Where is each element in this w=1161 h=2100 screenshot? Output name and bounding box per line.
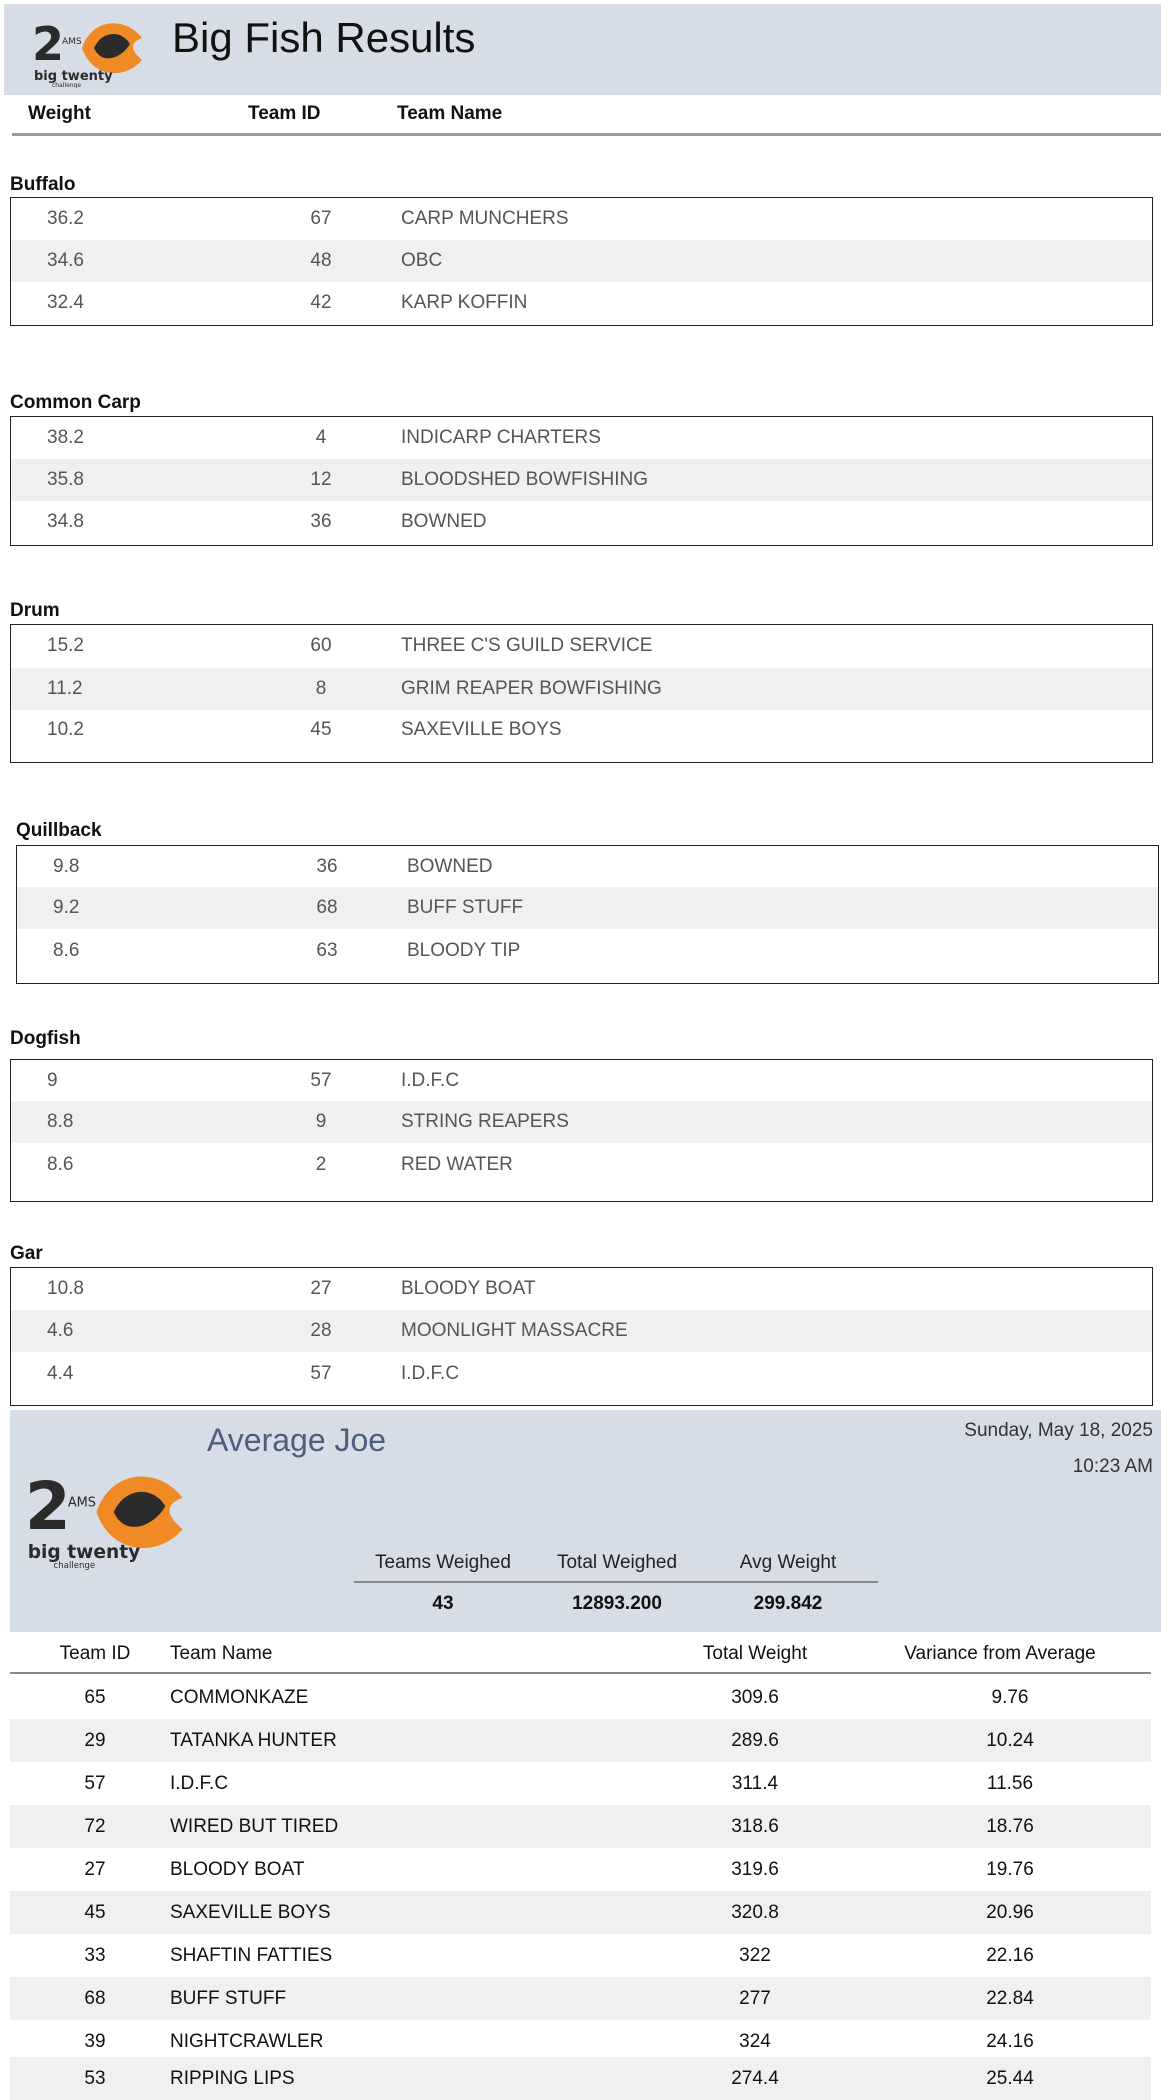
aj-header-total-weight: Total Weight: [702, 1643, 808, 1664]
team-id-cell: 53: [84, 2068, 106, 2089]
table-row: [11, 501, 1152, 543]
team-name-cell: BOWNED: [407, 856, 493, 877]
table-row: [17, 930, 1158, 972]
table-row: [11, 1268, 1152, 1310]
teams-weighed-label: Teams Weighed: [375, 1552, 511, 1573]
weight-cell: 32.4: [47, 292, 84, 313]
team-id-cell: 36: [310, 511, 332, 532]
table-row: [10, 2057, 1151, 2100]
team-id-cell: 68: [316, 897, 338, 918]
table-row: [11, 282, 1152, 324]
team-name-cell: BLOODY TIP: [407, 940, 521, 961]
team-name-cell: COMMONKAZE: [170, 1687, 309, 1708]
big-twenty-logo: [30, 8, 150, 88]
weight-cell: 11.2: [47, 678, 83, 699]
report-time: 10:23 AM: [1072, 1456, 1153, 1477]
section-label-gar: Gar: [10, 1243, 43, 1264]
team-id-cell: 27: [84, 1859, 106, 1880]
team-id-cell: 8: [315, 678, 327, 699]
section-label-drum: Drum: [10, 600, 60, 621]
weight-cell: 10.8: [47, 1278, 84, 1299]
team-id-cell: 65: [84, 1687, 106, 1708]
team-id-cell: 57: [310, 1070, 332, 1091]
team-id-cell: 9: [315, 1111, 327, 1132]
table-row: [11, 1353, 1152, 1395]
team-id-cell: 4: [315, 427, 327, 448]
logo-challenge: challenge: [53, 1560, 96, 1571]
table-row: [10, 1719, 1151, 1762]
total-weight-cell: 320.8: [731, 1902, 779, 1923]
table-row: [11, 668, 1152, 710]
logo-big-twenty: big twenty: [34, 69, 113, 84]
aj-header-team-name: Team Name: [170, 1643, 273, 1664]
team-name-cell: INDICARP CHARTERS: [401, 427, 601, 448]
team-id-cell: 12: [310, 469, 332, 490]
total-weight-cell: 324: [739, 2031, 771, 2052]
table-row: [11, 1144, 1152, 1186]
table-row: [10, 1676, 1151, 1719]
team-name-cell: SAXEVILLE BOYS: [401, 719, 562, 740]
team-id-cell: 48: [310, 250, 332, 271]
table-row: [10, 1848, 1151, 1891]
team-id-cell: 27: [310, 1278, 332, 1299]
weight-cell: 4.4: [47, 1363, 74, 1384]
weight-cell: 8.8: [47, 1111, 74, 1132]
report-date: Sunday, May 18, 2025: [964, 1420, 1153, 1441]
section-table-dogfish: [10, 1059, 1153, 1202]
weight-cell: 34.6: [47, 250, 84, 271]
average-joe-title: Average Joe: [207, 1422, 387, 1458]
team-id-cell: 39: [84, 2031, 106, 2052]
team-id-cell: 57: [310, 1363, 332, 1384]
svg-text:2: 2: [24, 1468, 71, 1546]
team-id-cell: 57: [84, 1773, 106, 1794]
variance-cell: 24.16: [986, 2031, 1034, 2052]
aj-header-divider: [10, 1672, 1151, 1674]
table-row: [11, 198, 1152, 240]
avg-weight-label: Avg Weight: [739, 1552, 837, 1573]
weight-cell: 15.2: [47, 635, 84, 656]
team-id-cell: 68: [84, 1988, 106, 2009]
total-weight-cell: 274.4: [731, 2068, 779, 2089]
team-name-cell: STRING REAPERS: [401, 1111, 569, 1132]
section-table-drum: [10, 624, 1153, 763]
team-name-cell: GRIM REAPER BOWFISHING: [401, 678, 662, 699]
table-row: [11, 240, 1152, 282]
column-header-team-name: Team Name: [397, 103, 503, 124]
variance-cell: 10.24: [986, 1730, 1034, 1751]
section-label-quillback: Quillback: [16, 820, 102, 841]
weight-cell: 8.6: [53, 940, 80, 961]
total-weight-cell: 319.6: [731, 1859, 779, 1880]
table-row: [10, 1891, 1151, 1934]
big-twenty-logo-2: [22, 1452, 194, 1572]
table-row: [11, 1101, 1152, 1143]
header-divider: [12, 133, 1161, 136]
weight-cell: 9.8: [53, 856, 80, 877]
section-label-dogfish: Dogfish: [10, 1028, 81, 1049]
table-row: [11, 1310, 1152, 1352]
team-id-cell: 63: [316, 940, 338, 961]
section-label-buffalo: Buffalo: [10, 174, 76, 195]
total-weight-cell: 322: [739, 1945, 771, 1966]
variance-cell: 11.56: [986, 1773, 1034, 1794]
team-name-cell: RIPPING LIPS: [170, 2068, 295, 2089]
team-name-cell: BUFF STUFF: [407, 897, 524, 918]
team-name-cell: I.D.F.C: [401, 1363, 460, 1384]
weight-cell: 8.6: [47, 1154, 74, 1175]
team-name-cell: MOONLIGHT MASSACRE: [401, 1320, 628, 1341]
logo-big-twenty: big twenty: [27, 1541, 141, 1563]
team-name-cell: BOWNED: [401, 511, 487, 532]
total-weighed-label: Total Weighed: [556, 1552, 678, 1573]
table-row: [11, 709, 1152, 751]
team-name-cell: RED WATER: [401, 1154, 513, 1175]
table-row: [17, 846, 1158, 888]
svg-text:2: 2: [32, 17, 65, 71]
table-row: [11, 459, 1152, 501]
team-name-cell: I.D.F.C: [401, 1070, 460, 1091]
section-table-gar: [10, 1267, 1153, 1406]
section-table-common-carp: [10, 416, 1153, 546]
weight-cell: 38.2: [47, 427, 84, 448]
table-row: [11, 625, 1152, 667]
team-id-cell: 36: [316, 856, 338, 877]
team-id-cell: 29: [84, 1730, 106, 1751]
table-row: [11, 1060, 1152, 1102]
team-name-cell: BUFF STUFF: [170, 1988, 287, 2009]
variance-cell: 22.16: [986, 1945, 1034, 1966]
team-name-cell: SAXEVILLE BOYS: [170, 1902, 331, 1923]
section-table-quillback: [16, 845, 1159, 984]
table-row: [17, 887, 1158, 929]
table-row: [11, 417, 1152, 459]
team-id-cell: 45: [310, 719, 332, 740]
team-name-cell: KARP KOFFIN: [401, 292, 528, 313]
weight-cell: 34.8: [47, 511, 84, 532]
team-name-cell: BLOODSHED BOWFISHING: [401, 469, 649, 490]
aj-header-team-id: Team ID: [59, 1643, 131, 1664]
team-name-cell: SHAFTIN FATTIES: [170, 1945, 333, 1966]
table-row: [10, 1934, 1151, 1977]
variance-cell: 25.44: [986, 2068, 1034, 2089]
team-id-cell: 2: [315, 1154, 327, 1175]
logo-challenge: challenge: [52, 82, 82, 88]
team-id-cell: 72: [84, 1816, 106, 1837]
variance-cell: 18.76: [986, 1816, 1034, 1837]
team-name-cell: BLOODY BOAT: [401, 1278, 536, 1299]
total-weight-cell: 311.4: [731, 1773, 779, 1794]
variance-cell: 19.76: [986, 1859, 1034, 1880]
team-id-cell: 33: [84, 1945, 106, 1966]
team-id-cell: 60: [310, 635, 332, 656]
weight-cell: 9.2: [53, 897, 80, 918]
table-row: [10, 1805, 1151, 1848]
weight-cell: 9: [47, 1070, 58, 1091]
logo-ams: AMS: [67, 1495, 96, 1511]
column-header-team-id: Team ID: [248, 103, 321, 124]
logo-ams: AMS: [62, 37, 82, 47]
total-weight-cell: 309.6: [731, 1687, 779, 1708]
variance-cell: 9.76: [991, 1687, 1029, 1708]
team-id-cell: 45: [84, 1902, 106, 1923]
weight-cell: 35.8: [47, 469, 84, 490]
total-weight-cell: 277: [739, 1988, 771, 2009]
table-row: [10, 1762, 1151, 1805]
weight-cell: 36.2: [47, 208, 84, 229]
team-id-cell: 67: [310, 208, 332, 229]
page-title: Big Fish Results: [172, 14, 476, 61]
total-weighed-value: 12893.200: [572, 1593, 662, 1614]
team-name-cell: WIRED BUT TIRED: [170, 1816, 339, 1837]
variance-cell: 22.84: [986, 1988, 1034, 2009]
stats-divider: [354, 1581, 878, 1583]
section-label-common-carp: Common Carp: [10, 392, 141, 413]
team-name-cell: NIGHTCRAWLER: [170, 2031, 324, 2052]
team-name-cell: TATANKA HUNTER: [170, 1730, 337, 1751]
teams-weighed-value: 43: [432, 1593, 454, 1614]
section-table-buffalo: [10, 197, 1153, 326]
aj-header-variance: Variance from Average: [904, 1643, 1096, 1664]
column-header-weight: Weight: [28, 103, 91, 124]
variance-cell: 20.96: [986, 1902, 1034, 1923]
total-weight-cell: 289.6: [731, 1730, 779, 1751]
team-id-cell: 42: [310, 292, 332, 313]
team-id-cell: 28: [310, 1320, 332, 1341]
avg-weight-value: 299.842: [753, 1593, 823, 1614]
weight-cell: 4.6: [47, 1320, 74, 1341]
team-name-cell: CARP MUNCHERS: [401, 208, 569, 229]
team-name-cell: THREE C'S GUILD SERVICE: [401, 635, 653, 656]
team-name-cell: OBC: [401, 250, 443, 271]
team-name-cell: BLOODY BOAT: [170, 1859, 305, 1880]
total-weight-cell: 318.6: [731, 1816, 779, 1837]
table-row: [10, 1977, 1151, 2020]
team-name-cell: I.D.F.C: [170, 1773, 229, 1794]
weight-cell: 10.2: [47, 719, 84, 740]
